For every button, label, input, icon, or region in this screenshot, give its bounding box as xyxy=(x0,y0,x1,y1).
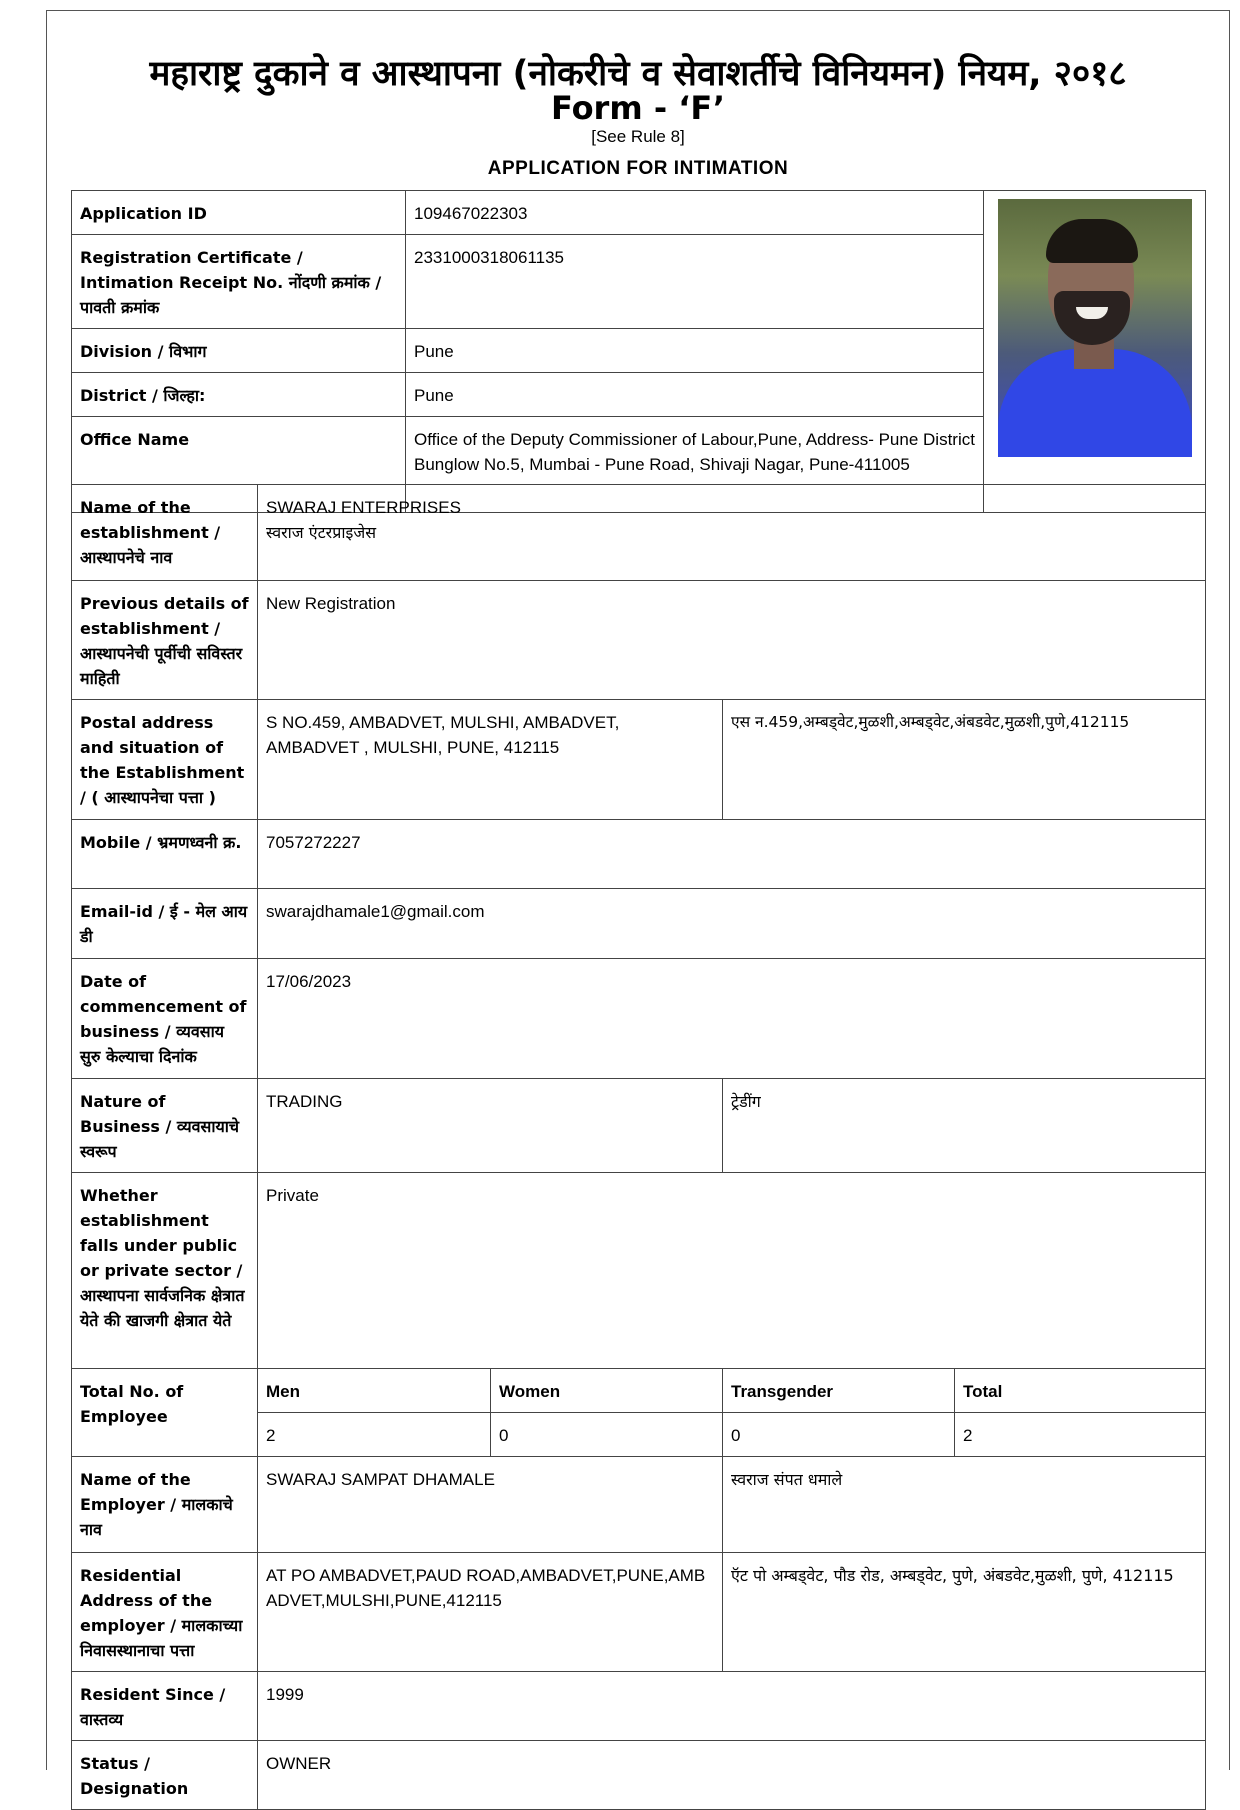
rule-reference: [See Rule 8] xyxy=(591,127,685,146)
status-value: OWNER xyxy=(258,1741,1206,1810)
postal-address-mr: एस न.459,अम्बड्वेट,मुळशी,अम्बड्वेट,अंबडवेट,मुळशी,पुणे,412115 xyxy=(723,700,1206,820)
employee-header-women: Women xyxy=(491,1369,723,1413)
form-title: महाराष्ट्र दुकाने व आस्थापना (नोकरीचे व सेवाशर्तीचे विनियमन) नियम, २०१८ xyxy=(149,54,1127,94)
employee-value-transgender: 0 xyxy=(723,1413,955,1457)
sector-label: Whether establishment falls under public or private sector / आस्थापना सार्वजनिक क्षेत्रात येते की खाजगी क्षेत्रात येते xyxy=(72,1173,258,1369)
district-value: Pune xyxy=(406,373,984,417)
email-label: Email-id / ई - मेल आय डी xyxy=(72,889,258,959)
total-employee-label: Total No. of Employee xyxy=(72,1369,258,1457)
commencement-date-label: Date of commencement of business / व्यवसाय सुरु केल्याचा दिनांक xyxy=(72,959,258,1079)
employee-header-total: Total xyxy=(955,1369,1206,1413)
employee-value-women: 0 xyxy=(491,1413,723,1457)
form-name: Form - ‘F’ xyxy=(551,89,725,127)
division-label: Division / विभाग xyxy=(72,329,406,373)
previous-details-label: Previous details of establishment / आस्थापनेची पूर्वीची सविस्तर माहिती xyxy=(72,581,258,700)
establishment-name-en: SWARAJ ENTERPRISES xyxy=(266,498,461,517)
employee-value-men: 2 xyxy=(258,1413,491,1457)
employer-name-label: Name of the Employer / मालकाचे नाव xyxy=(72,1457,258,1553)
photo-cell xyxy=(984,191,1206,513)
details-table xyxy=(71,484,1206,1810)
employee-value-total: 2 xyxy=(955,1413,1206,1457)
residential-address-en: AT PO AMBADVET,PAUD ROAD,AMBADVET,PUNE,AMBADVET,MULSHI,PUNE,412115 xyxy=(258,1553,723,1672)
office-value: Office of the Deputy Commissioner of Labour,Pune, Address- Pune District Bunglow No.5, Mumbai - Pune Road, Shivaji Nagar, Pune-411005 xyxy=(406,417,984,513)
nature-of-business-mr: ट्रेडींग xyxy=(723,1079,1206,1173)
commencement-date-value: 17/06/2023 xyxy=(258,959,1206,1079)
residential-address-label: Residential Address of the employer / मालकाच्या निवासस्थानाचा पत्ता xyxy=(72,1553,258,1672)
office-label: Office Name xyxy=(72,417,406,513)
email-value: swarajdhamale1@gmail.com xyxy=(258,889,1206,959)
employee-header-men: Men xyxy=(258,1369,491,1413)
district-label: District / जिल्हा: xyxy=(72,373,406,417)
application-id-value: 109467022303 xyxy=(406,191,984,235)
employee-header-transgender: Transgender xyxy=(723,1369,955,1413)
application-heading: APPLICATION FOR INTIMATION xyxy=(487,158,789,179)
residential-address-mr: ऍट पो अम्बड्वेट, पौड रोड, अम्बड्वेट, पुणे, अंबडवेट,मुळशी, पुणे, 412115 xyxy=(723,1553,1206,1672)
previous-details-value: New Registration xyxy=(258,581,1206,700)
sector-value: Private xyxy=(258,1173,1206,1369)
application-id-label: Application ID xyxy=(72,191,406,235)
nature-of-business-label: Nature of Business / व्यवसायाचे स्वरूप xyxy=(72,1079,258,1173)
establishment-name-mr: स्वराज एंटरप्राइजेस xyxy=(266,523,377,542)
postal-address-en: S NO.459, AMBADVET, MULSHI, AMBADVET, AMBADVET , MULSHI, PUNE, 412115 xyxy=(258,700,723,820)
mobile-label: Mobile / भ्रमणध्वनी क्र. xyxy=(72,820,258,889)
nature-of-business-en: TRADING xyxy=(258,1079,723,1173)
employer-name-en: SWARAJ SAMPAT DHAMALE xyxy=(258,1457,723,1553)
status-label: Status / Designation xyxy=(72,1741,258,1810)
resident-since-label: Resident Since / वास्तव्य xyxy=(72,1672,258,1741)
establishment-name-label: Name of the establishment / आस्थापनेचे नाव xyxy=(72,485,258,581)
employer-name-mr: स्वराज संपत धमाले xyxy=(723,1457,1206,1553)
postal-address-label: Postal address and situation of the Establishment / ( आस्थापनेचा पत्ता ) xyxy=(72,700,258,820)
division-value: Pune xyxy=(406,329,984,373)
applicant-photo xyxy=(998,199,1192,457)
mobile-value: 7057272227 xyxy=(258,820,1206,889)
registration-value: 2331000318061135 xyxy=(406,235,984,329)
header-table xyxy=(71,190,1206,513)
establishment-name-value xyxy=(258,485,1206,581)
resident-since-value: 1999 xyxy=(258,1672,1206,1741)
registration-label: Registration Certificate / Intimation Receipt No. नोंदणी क्रमांक / पावती क्रमांक xyxy=(72,235,406,329)
